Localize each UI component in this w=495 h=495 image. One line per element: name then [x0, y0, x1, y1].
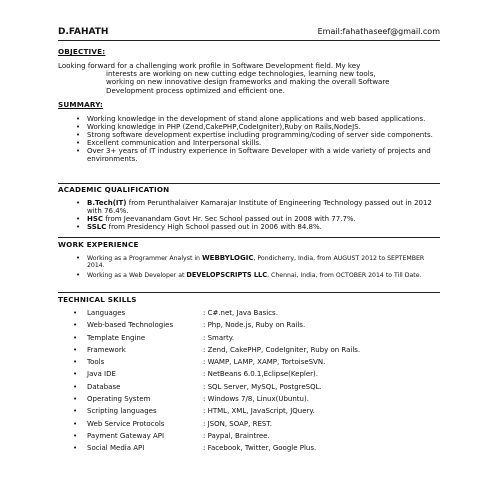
work-divider	[58, 237, 440, 238]
bullet-icon: •	[73, 444, 78, 453]
list-item: • Strong software development expertise including programming/coding of server side components.	[76, 131, 433, 139]
list-item: • B.Tech(IT) from Perunthalaiver Kamarajar Institute of Engineering Technology passed out in 2012 with 76.4%.	[76, 199, 432, 215]
bullet-icon: •	[76, 215, 81, 223]
bullet-icon: •	[73, 309, 78, 317]
bullet-icon: •	[73, 431, 78, 440]
resume-header	[58, 27, 440, 41]
summary-list	[73, 115, 439, 163]
objective-paragraph	[58, 62, 440, 95]
bullet-icon: •	[76, 131, 81, 139]
bullet-icon: •	[73, 407, 78, 416]
academic-title: ACADEMIC QUALIFICATION	[58, 185, 170, 194]
bullet-icon: •	[73, 333, 78, 342]
academic-divider	[58, 183, 440, 184]
summary-title: SUMMARY:	[58, 100, 104, 109]
email-text: Email:fahathaseef@gmail.com	[317, 27, 440, 36]
header-divider	[58, 40, 440, 41]
bullet-icon: •	[76, 115, 81, 123]
list-item: • Over 3+ years of IT industry experience in Software Developer with a wide variety of projects and environments.	[76, 147, 431, 163]
bullet-icon: •	[76, 123, 81, 131]
list-item: • Working as a Programmer Analyst in WEBBYLOGIC, Pondicherry, India, from AUGUST 2012 to SEPTEMBER 2014.	[76, 254, 425, 270]
work-list	[73, 255, 439, 279]
bullet-icon: •	[73, 345, 78, 354]
objective-line: working on new innovative design frameworks and making the overall Software	[106, 77, 390, 87]
list-item: • Working knowledge in PHP (Zend,CakePHP,CodeIgniter),Ruby on Rails,NodeJS.	[76, 123, 361, 131]
list-item: • Excellent communication and Interpersonal skills.	[76, 139, 262, 147]
bullet-icon: •	[76, 270, 81, 279]
bullet-icon: •	[76, 223, 81, 231]
bullet-icon: •	[76, 199, 81, 207]
objective-title: OBJECTIVE:	[58, 47, 106, 56]
objective-line: Development process optimized and efficient one.	[106, 85, 285, 95]
skills-title: TECHNICAL SKILLS	[58, 295, 137, 304]
bullet-icon: •	[76, 147, 81, 155]
bullet-icon: •	[76, 254, 81, 262]
list-item: • Working as a Web Developer at DEVELOPSCRIPTS LLC, Chennai, India, from OCTOBER 2014 to Till Date.	[76, 270, 422, 279]
bullet-icon: •	[73, 395, 78, 404]
list-item: • Working knowledge in the development of stand alone applications and web based applications.	[76, 115, 426, 123]
list-item: • SSLC from Presidency High School passed out in 2006 with 84.8%.	[76, 223, 322, 231]
objective-line: Looking forward for a challenging work profile in Software Development field. My key	[58, 61, 361, 70]
academic-list	[73, 199, 439, 231]
list-item: • HSC from Jeevanandam Govt Hr. Sec School passed out in 2008 with 77.7%.	[76, 215, 356, 223]
bullet-icon: •	[76, 139, 81, 147]
bullet-icon: •	[73, 358, 78, 367]
skills-divider	[58, 292, 440, 293]
bullet-icon: •	[73, 321, 78, 330]
work-title: WORK EXPERIENCE	[58, 240, 139, 249]
bullet-icon: •	[73, 382, 78, 391]
bullet-icon: •	[73, 370, 78, 379]
bullet-icon: •	[73, 419, 78, 428]
objective-line: interests are working on new cutting edge technologies, learning new tools,	[106, 69, 376, 79]
candidate-name: D.FAHATH	[58, 27, 109, 37]
